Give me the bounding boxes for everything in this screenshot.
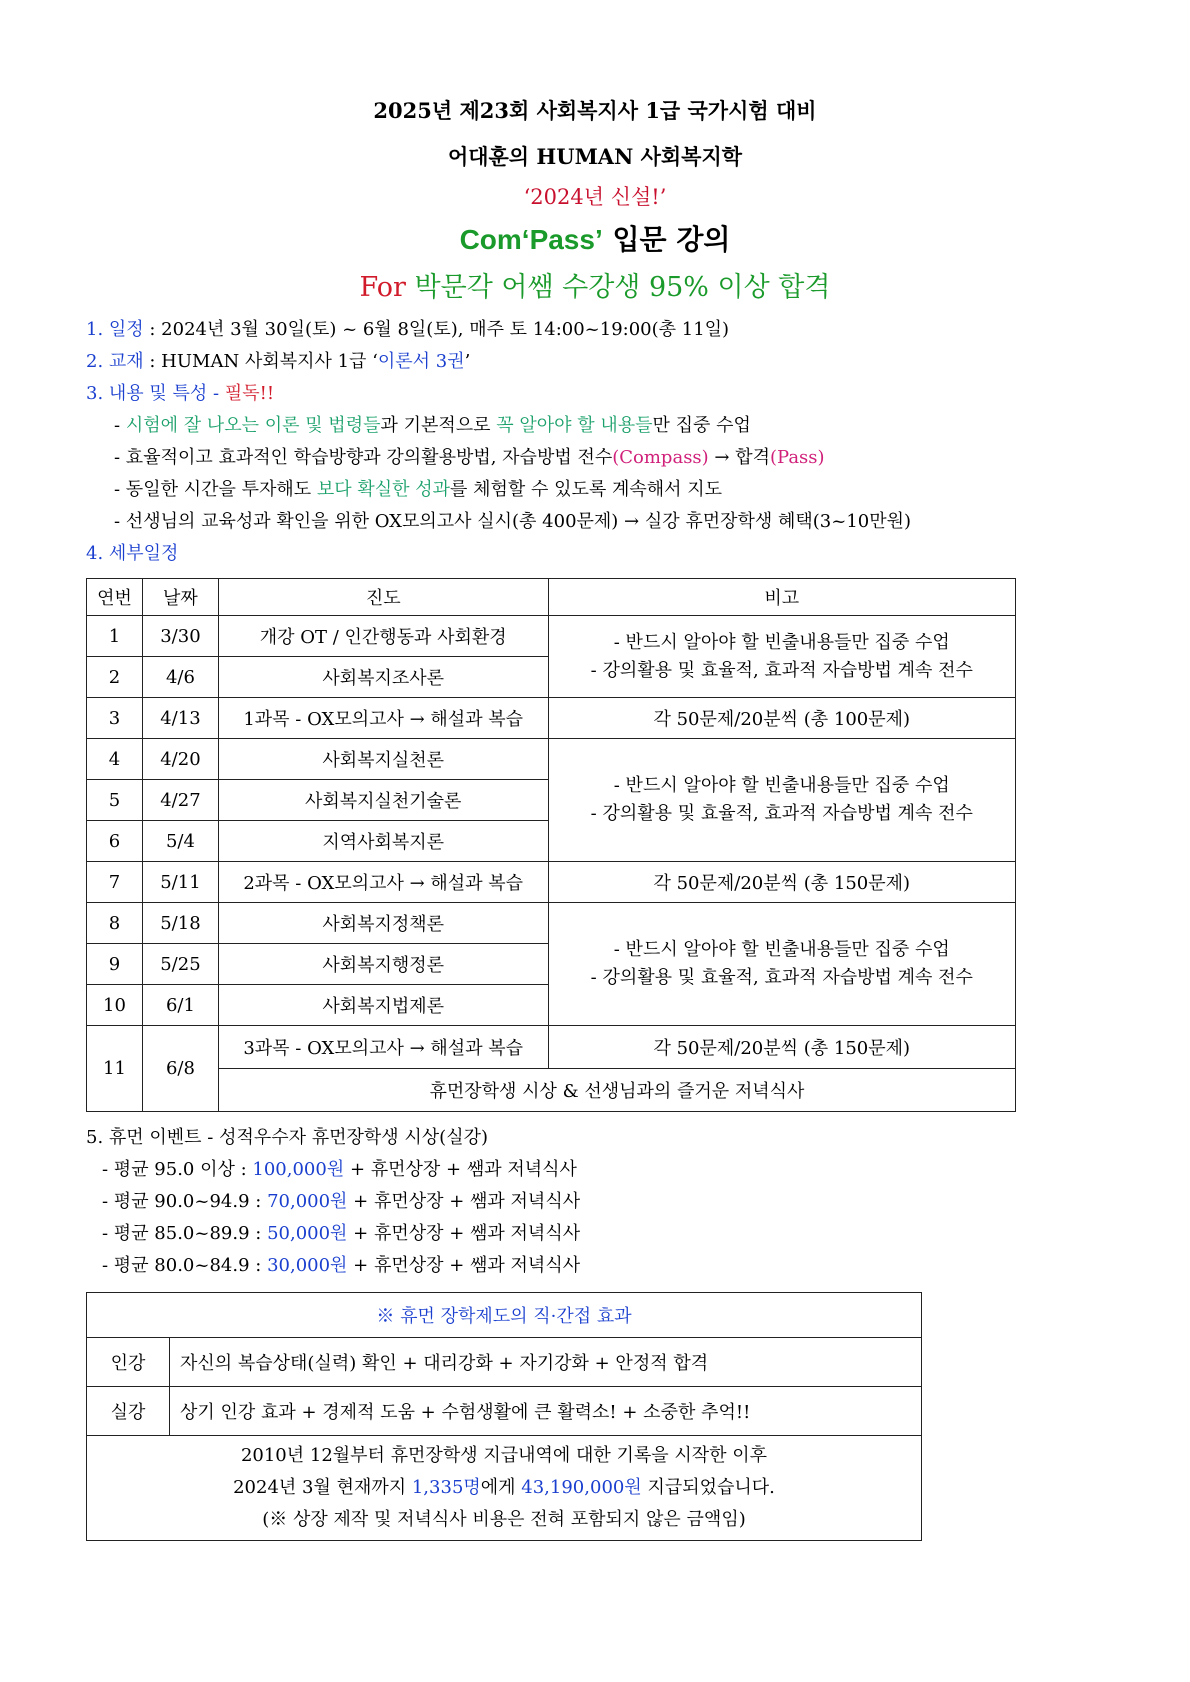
event-item [86, 1218, 1104, 1250]
note-line: - 강의활용 및 효율적, 효과적 자습방법 계속 전수 [590, 967, 973, 988]
total-amount: 43,190,000원 [521, 1477, 642, 1498]
footer-text: 지급되었습니다. [641, 1477, 775, 1498]
row-note-merged [548, 903, 1015, 1026]
row-no: 1 [87, 616, 143, 657]
row-date: 3/30 [142, 616, 218, 657]
row-topic: 사회복지행정론 [218, 944, 548, 985]
row-no: 11 [87, 1026, 143, 1112]
bullet-dash: - [114, 415, 126, 436]
event-item [86, 1250, 1104, 1282]
bullet-text: 만 집중 수업 [652, 415, 751, 436]
row-date: 4/6 [142, 657, 218, 698]
note-line: - 강의활용 및 효율적, 효과적 자습방법 계속 전수 [590, 803, 973, 824]
row-topic: 2과목 - OX모의고사 → 해설과 복습 [218, 862, 548, 903]
textbook-name: 이론서 3권 [377, 351, 465, 372]
section-textbook-label: 2. 교재 [86, 351, 144, 372]
event-reward: + 휴먼상장 + 쌤과 저녁식사 [347, 1255, 581, 1276]
row-date: 6/1 [142, 985, 218, 1026]
note-line: - 반드시 알아야 할 빈출내용들만 집중 수업 [613, 775, 950, 796]
section-schedule-label: 1. 일정 [86, 319, 144, 340]
row-date: 5/25 [142, 944, 218, 985]
bullet-text: → 합격 [708, 447, 770, 468]
footer-text: 에게 [480, 1477, 522, 1498]
row-date: 4/20 [142, 739, 218, 780]
scholarship-effects-box [86, 1292, 922, 1541]
bullet-text: 를 체험할 수 있도록 계속해서 지도 [450, 479, 723, 500]
row-topic: 1과목 - OX모의고사 → 해설과 복습 [218, 698, 548, 739]
note-line: - 반드시 알아야 할 빈출내용들만 집중 수업 [613, 631, 950, 653]
new-badge-text: ‘2024년 신설!’ [523, 185, 667, 209]
row-note: 각 50문제/20분씩 (총 150문제) [548, 1026, 1015, 1069]
row-topic: 사회복지법제론 [218, 985, 548, 1026]
row-date: 4/13 [142, 698, 218, 739]
table-row [87, 698, 1016, 739]
row-note-merged [548, 616, 1015, 698]
section-schedule [86, 314, 1104, 346]
row-no: 4 [87, 739, 143, 780]
row-note: 각 50문제/20분씩 (총 100문제) [548, 698, 1015, 739]
schedule-table [86, 578, 1016, 1112]
row-topic: 사회복지조사론 [218, 657, 548, 698]
row-no: 7 [87, 862, 143, 903]
row-no: 3 [87, 698, 143, 739]
effects-footer [87, 1436, 922, 1541]
footer-text: 2024년 3월 현재까지 [233, 1477, 412, 1498]
note-line: - 강의활용 및 효율적, 효과적 자습방법 계속 전수 [590, 659, 973, 681]
footer-line: 2010년 12월부터 휴먼장학생 지급내역에 대한 기록을 시작한 이후 [240, 1445, 768, 1466]
row-no: 10 [87, 985, 143, 1026]
bullet-text: 과 기본적으로 [380, 415, 497, 436]
section-content [86, 378, 1104, 410]
row-date: 5/11 [142, 862, 218, 903]
table-row [87, 862, 1016, 903]
section-textbook-text: : HUMAN 사회복지사 1급 ‘ [143, 351, 378, 372]
event-amount: 100,000원 [252, 1159, 345, 1180]
event-reward: + 휴먼상장 + 쌤과 저녁식사 [344, 1159, 577, 1180]
row-note-merged [548, 739, 1015, 862]
content-bullet-1 [86, 410, 1104, 442]
row-topic: 사회복지실천기술론 [218, 780, 548, 821]
note-line: - 반드시 알아야 할 빈출내용들만 집중 수업 [613, 939, 950, 960]
pass-rate-title [86, 268, 1104, 308]
event-range: - 평균 85.0~89.9 : [102, 1223, 268, 1244]
textbook-quote-end: ’ [464, 351, 471, 372]
row-no: 5 [87, 780, 143, 821]
bullet-text: - 효율적이고 효과적인 학습방향과 강의활용방법, 자습방법 전수 [114, 447, 613, 468]
content-bullet-2 [86, 442, 1104, 474]
section-detail-schedule-label: 4. 세부일정 [86, 543, 179, 564]
table-row [87, 739, 1016, 780]
must-read-text: 필독!! [224, 383, 275, 404]
highlight-results: 보다 확실한 성과 [316, 479, 451, 500]
event-range: - 평균 95.0 이상 : [102, 1159, 253, 1180]
event-reward: + 휴먼상장 + 쌤과 저녁식사 [347, 1223, 581, 1244]
row-no: 8 [87, 903, 143, 944]
row-note: 각 50문제/20분씩 (총 150문제) [548, 862, 1015, 903]
table-row [87, 1026, 1016, 1069]
row-topic: 3과목 - OX모의고사 → 해설과 복습 [218, 1026, 548, 1069]
table-row [87, 903, 1016, 944]
row-date: 4/27 [142, 780, 218, 821]
section-content-label: 3. 내용 및 특성 - [86, 383, 225, 404]
table-header-row [87, 579, 1016, 616]
row-no: 6 [87, 821, 143, 862]
event-amount: 50,000원 [267, 1223, 348, 1244]
header-no: 연번 [87, 579, 143, 616]
row-topic: 지역사회복지론 [218, 821, 548, 862]
highlight-essentials: 꼭 알아야 할 내용들 [496, 415, 653, 436]
header-topic: 진도 [218, 579, 548, 616]
header-note: 비고 [548, 579, 1015, 616]
offline-effect-text: 상기 인강 효과 + 경제적 도움 + 수험생활에 큰 활력소! + 소중한 추억!! [170, 1387, 922, 1436]
for-word: For [359, 272, 406, 303]
title-block [86, 94, 1104, 308]
row-topic: 개강 OT / 인간행동과 사회환경 [218, 616, 548, 657]
section-textbook [86, 346, 1104, 378]
lecture-title [86, 220, 1104, 260]
event-range: - 평균 90.0~94.9 : [102, 1191, 268, 1212]
compass-word: Com‘Pass’ [459, 224, 603, 255]
pass-rate-text: 박문각 어쌤 수강생 95% 이상 합격 [405, 272, 831, 303]
footer-line [87, 1472, 921, 1504]
row-extra-dinner: 휴먼장학생 시상 & 선생님과의 즐거운 저녁식사 [218, 1069, 1015, 1112]
compass-label: (Compass) [612, 447, 709, 468]
row-date: 5/4 [142, 821, 218, 862]
content-bullet-4: - 선생님의 교육성과 확인을 위한 OX모의고사 실시(총 400문제) → 실강 휴먼장학생 혜택(3~10만원) [114, 511, 912, 532]
row-date: 6/8 [142, 1026, 218, 1112]
row-date: 5/18 [142, 903, 218, 944]
pass-label: (Pass) [770, 447, 825, 468]
event-item [86, 1154, 1104, 1186]
section-schedule-text: : 2024년 3월 30일(토) ~ 6월 8일(토), 매주 토 14:00~19:00(총 11일) [143, 319, 730, 340]
row-topic: 사회복지정책론 [218, 903, 548, 944]
recipient-count: 1,335명 [411, 1477, 481, 1498]
event-amount: 30,000원 [267, 1255, 348, 1276]
intro-lecture-word: 입문 강의 [602, 223, 731, 256]
event-reward: + 휴먼상장 + 쌤과 저녁식사 [347, 1191, 581, 1212]
effects-header: ※ 휴먼 장학제도의 직·간접 효과 [87, 1293, 922, 1338]
bullet-text: - 동일한 시간을 투자해도 [114, 479, 317, 500]
offline-label: 실강 [87, 1387, 170, 1436]
footer-line: (※ 상장 제작 및 저녁식사 비용은 전혀 포함되지 않은 금액임) [262, 1509, 746, 1530]
row-topic: 사회복지실천론 [218, 739, 548, 780]
online-label: 인강 [87, 1338, 170, 1387]
event-range: - 평균 80.0~84.9 : [102, 1255, 268, 1276]
table-row [87, 1069, 1016, 1112]
content-bullet-3 [86, 474, 1104, 506]
header-date: 날짜 [142, 579, 218, 616]
event-title: 5. 휴먼 이벤트 - 성적우수자 휴먼장학생 시상(실강) [86, 1127, 489, 1148]
course-title: 어대훈의 HUMAN 사회복지학 [447, 144, 743, 169]
highlight-theory: 시험에 잘 나오는 이론 및 법령들 [125, 415, 381, 436]
table-row [87, 616, 1016, 657]
row-no: 2 [87, 657, 143, 698]
event-item [86, 1186, 1104, 1218]
exam-title: 2025년 제23회 사회복지사 1급 국가시험 대비 [373, 98, 817, 123]
row-no: 9 [87, 944, 143, 985]
online-effect-text: 자신의 복습상태(실력) 확인 + 대리강화 + 자기강화 + 안정적 합격 [170, 1338, 922, 1387]
event-amount: 70,000원 [267, 1191, 348, 1212]
